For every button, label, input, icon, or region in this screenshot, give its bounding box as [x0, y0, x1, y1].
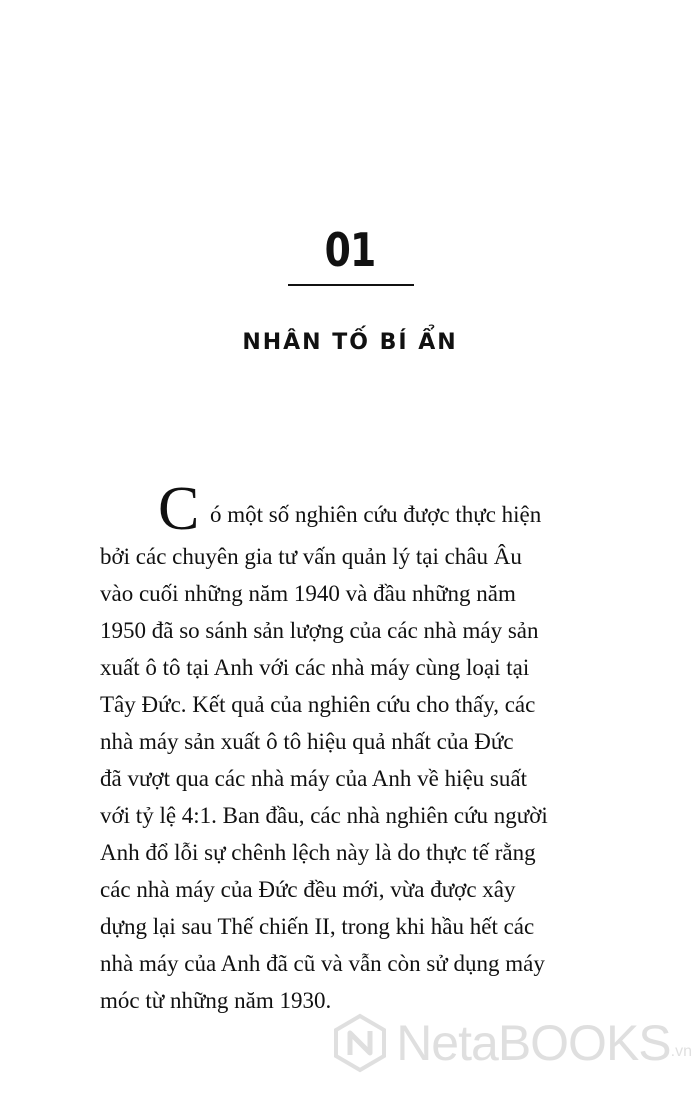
- body-paragraph: [100, 475, 620, 1019]
- watermark-brand: NetaBOOKS: [396, 1015, 671, 1071]
- paragraph-line-6: Tây Đức. Kết quả của nghiên cứu cho thấy, các: [100, 692, 536, 717]
- chapter-title: NHÂN TỐ BÍ ẨN: [242, 330, 458, 355]
- chapter-divider: [288, 284, 414, 286]
- paragraph-line-4: 1950 đã so sánh sản lượng của các nhà máy sản: [100, 618, 539, 643]
- paragraph-line-1: [100, 475, 620, 543]
- paragraph-line-7: nhà máy sản xuất ô tô hiệu quả nhất của Đức: [100, 729, 514, 754]
- chapter-number: 01: [324, 223, 376, 277]
- paragraph-line-13: nhà máy của Anh đã cũ và vẫn còn sử dụng máy: [100, 951, 545, 976]
- brand-logo-icon: [330, 1013, 390, 1073]
- drop-cap: C: [158, 475, 200, 543]
- paragraph-line-8: đã vượt qua các nhà máy của Anh về hiệu suất: [100, 766, 527, 791]
- paragraph-line-9: với tỷ lệ 4:1. Ban đầu, các nhà nghiên cứu người: [100, 803, 548, 828]
- paragraph-line-3: vào cuối những năm 1940 và đầu những năm: [100, 581, 516, 606]
- paragraph-line-14: móc từ những năm 1930.: [100, 988, 332, 1013]
- watermark: [330, 1011, 692, 1075]
- paragraph-line-11: các nhà máy của Đức đều mới, vừa được xây: [100, 877, 516, 902]
- paragraph-line-5: xuất ô tô tại Anh với các nhà máy cùng loại tại: [100, 655, 530, 680]
- paragraph-line-2: bởi các chuyên gia tư vấn quản lý tại châu Âu: [100, 544, 522, 569]
- paragraph-line-text: ó một số nghiên cứu được thực hiện: [210, 502, 542, 527]
- paragraph-line-10: Anh đổ lỗi sự chênh lệch này là do thực tế rằng: [100, 840, 536, 865]
- watermark-tld: .vn: [670, 1043, 692, 1060]
- paragraph-line-12: dựng lại sau Thế chiến II, trong khi hầu hết các: [100, 914, 535, 939]
